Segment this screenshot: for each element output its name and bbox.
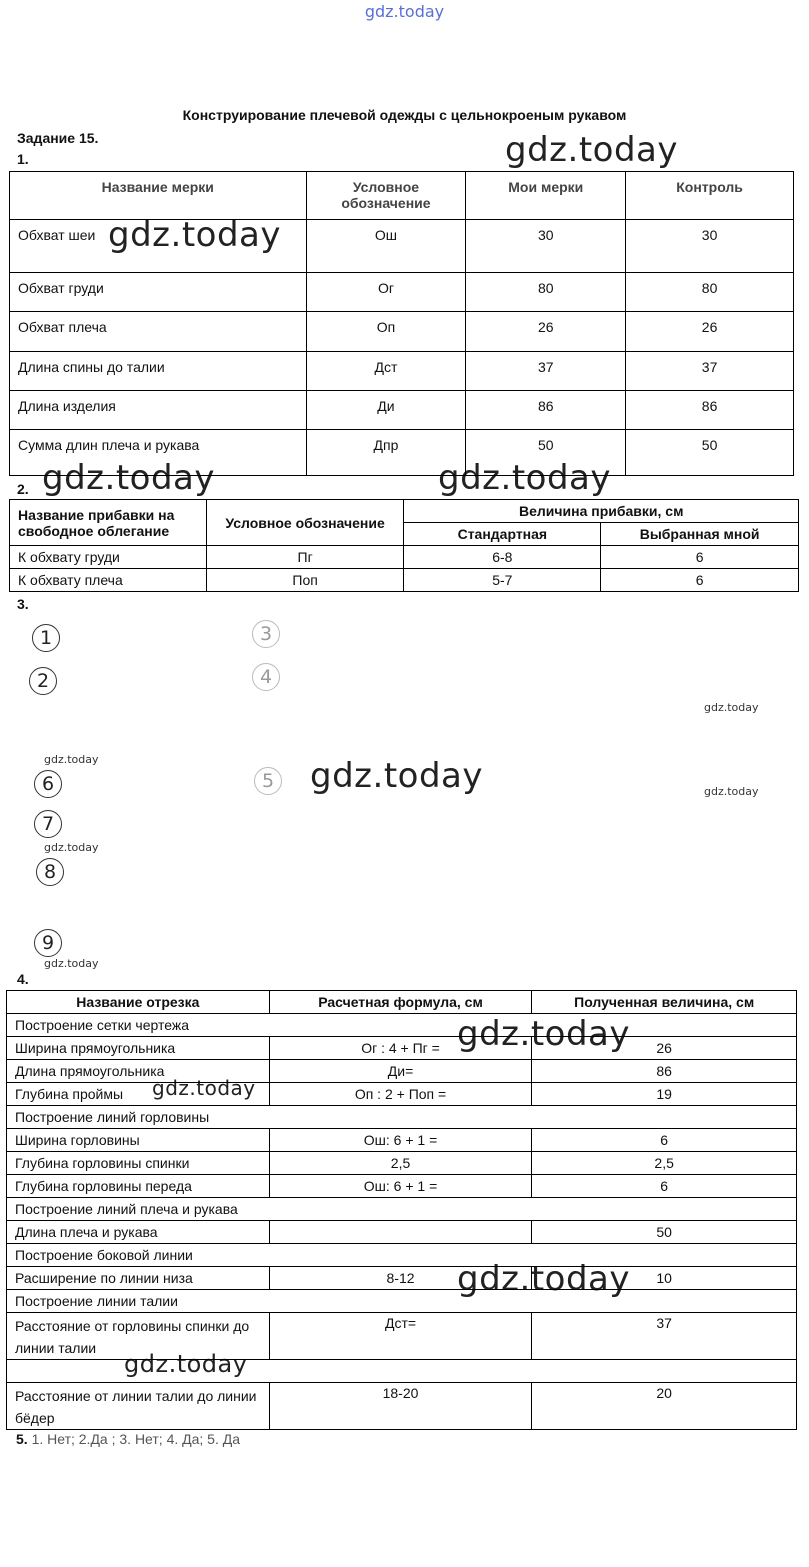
segment-value: 20 xyxy=(532,1383,797,1430)
table-row xyxy=(7,1313,797,1360)
watermark: gdz.today xyxy=(44,841,99,854)
page-title: Конструирование плечевой одежды с цельнокроеным рукавом xyxy=(182,107,627,123)
section-row xyxy=(7,1106,797,1129)
watermark: gdz.today xyxy=(310,756,483,796)
measure-name: Обхват груди xyxy=(10,273,307,312)
my-measure: 86 xyxy=(466,391,626,430)
table-row xyxy=(7,1083,797,1106)
table-row xyxy=(7,1175,797,1198)
measure-name: Обхват шеи xyxy=(10,220,307,273)
segment-formula: Ош: 6 + 1 = xyxy=(269,1175,532,1198)
segment-value: 50 xyxy=(532,1221,797,1244)
table-row xyxy=(10,312,794,352)
section-row xyxy=(7,1290,797,1313)
watermark-top: gdz.today xyxy=(364,2,445,21)
allowance-chosen: 6 xyxy=(601,546,799,569)
table-row xyxy=(10,391,794,430)
column-header: Стандартная xyxy=(404,523,601,546)
number-circle: 9 xyxy=(34,929,62,957)
column-header: Условное обозначение xyxy=(306,172,466,220)
table-header-row xyxy=(10,172,794,220)
table-row xyxy=(7,1221,797,1244)
segment-formula: Оп : 2 + Поп = xyxy=(269,1083,532,1106)
segment-formula: 18-20 xyxy=(269,1383,532,1430)
segment-value: 26 xyxy=(532,1037,797,1060)
segment-value: 37 xyxy=(532,1313,797,1360)
table-row xyxy=(10,273,794,312)
table-row xyxy=(10,220,794,273)
number-circle: 2 xyxy=(29,667,57,695)
table-row xyxy=(10,430,794,476)
segment-value: 86 xyxy=(532,1060,797,1083)
segment-formula: Ог : 4 + Пг = xyxy=(269,1037,532,1060)
control-measure: 80 xyxy=(626,273,794,312)
allowance-chosen: 6 xyxy=(601,569,799,592)
column-header: Название мерки xyxy=(10,172,307,220)
measure-symbol: Ош xyxy=(306,220,466,273)
number-circle: 4 xyxy=(252,663,280,691)
measure-symbol: Дст xyxy=(306,352,466,391)
watermark: gdz.today xyxy=(704,701,759,714)
number-circle: 5 xyxy=(254,767,282,795)
section-row xyxy=(7,1014,797,1037)
allowance-symbol: Поп xyxy=(206,569,404,592)
my-measure: 80 xyxy=(466,273,626,312)
segment-formula: Дст= xyxy=(269,1313,532,1360)
control-measure: 30 xyxy=(626,220,794,273)
section-title: Построение сетки чертежа xyxy=(7,1014,797,1037)
measure-name: Сумма длин плеча и рукава xyxy=(10,430,307,476)
number-circle: 3 xyxy=(252,620,280,648)
number-circle: 7 xyxy=(34,810,62,838)
segment-name: Ширина прямоугольника xyxy=(7,1037,270,1060)
allowances-table xyxy=(9,499,799,592)
measure-symbol: Оп xyxy=(306,312,466,352)
section-title xyxy=(7,1360,797,1383)
my-measure: 30 xyxy=(466,220,626,273)
allowance-name: К обхвату плеча xyxy=(10,569,207,592)
measurements-table xyxy=(9,171,794,476)
segment-value: 10 xyxy=(532,1267,797,1290)
segment-formula: Ди= xyxy=(269,1060,532,1083)
construction-table xyxy=(6,990,797,1430)
measure-symbol: Ог xyxy=(306,273,466,312)
section-1-label: 1. xyxy=(17,151,29,167)
watermark: gdz.today xyxy=(44,957,99,970)
watermark: gdz.today xyxy=(457,1259,630,1299)
section-5-label: 5. xyxy=(16,1431,28,1447)
table-row xyxy=(7,1152,797,1175)
segment-value: 19 xyxy=(532,1083,797,1106)
segment-formula: 2,5 xyxy=(269,1152,532,1175)
table-row xyxy=(10,352,794,391)
control-measure: 37 xyxy=(626,352,794,391)
allowance-symbol: Пг xyxy=(206,546,404,569)
measure-name: Обхват плеча xyxy=(10,312,307,352)
table-row xyxy=(7,1060,797,1083)
segment-name: Длина плеча и рукава xyxy=(7,1221,270,1244)
column-header: Название прибавки на свободное облегание xyxy=(10,500,207,546)
segment-name: Расстояние от линии талии до линии бёдер xyxy=(7,1383,270,1430)
watermark: gdz.today xyxy=(438,458,611,498)
segment-formula: Ош: 6 + 1 = xyxy=(269,1129,532,1152)
segment-name: Длина прямоугольника xyxy=(7,1060,270,1083)
watermark: gdz.today xyxy=(42,458,215,498)
segment-value: 2,5 xyxy=(532,1152,797,1175)
segment-name: Глубина горловины переда xyxy=(7,1175,270,1198)
measure-name: Длина изделия xyxy=(10,391,307,430)
my-measure: 37 xyxy=(466,352,626,391)
section-row xyxy=(7,1198,797,1221)
column-header: Расчетная формула, см xyxy=(269,991,532,1014)
allowance-name: К обхвату груди xyxy=(10,546,207,569)
table-row xyxy=(7,1129,797,1152)
column-header: Контроль xyxy=(626,172,794,220)
section-3-label: 3. xyxy=(17,596,29,612)
table-header-row xyxy=(10,500,799,523)
watermark: gdz.today xyxy=(124,1350,248,1378)
table-row xyxy=(10,546,799,569)
section-title: Построение линии талии xyxy=(7,1290,797,1313)
control-measure: 26 xyxy=(626,312,794,352)
column-header: Название отрезка xyxy=(7,991,270,1014)
segment-name: Глубина горловины спинки xyxy=(7,1152,270,1175)
section-5-answers: 1. Нет; 2.Да ; 3. Нет; 4. Да; 5. Да xyxy=(31,1431,241,1447)
watermark: gdz.today xyxy=(457,1014,630,1054)
segment-formula: 8-12 xyxy=(269,1267,532,1290)
section-title: Построение линий горловины xyxy=(7,1106,797,1129)
column-header: Условное обозначение xyxy=(206,500,404,546)
watermark: gdz.today xyxy=(505,130,678,170)
table-row xyxy=(10,569,799,592)
measure-name: Длина спины до талии xyxy=(10,352,307,391)
answers-line xyxy=(16,1431,240,1447)
segment-name: Расстояние от горловины спинки до линии талии xyxy=(7,1313,270,1360)
column-header: Величина прибавки, см xyxy=(404,500,799,523)
allowance-standard: 6-8 xyxy=(404,546,601,569)
section-4-label: 4. xyxy=(17,971,29,987)
section-row xyxy=(7,1244,797,1267)
watermark: gdz.today xyxy=(44,753,99,766)
my-measure: 50 xyxy=(466,430,626,476)
number-circle: 6 xyxy=(34,770,62,798)
table-row xyxy=(7,1267,797,1290)
number-circle: 8 xyxy=(36,858,64,886)
segment-name: Глубина проймы xyxy=(7,1083,270,1106)
my-measure: 26 xyxy=(466,312,626,352)
section-title: Построение линий плеча и рукава xyxy=(7,1198,797,1221)
column-header: Полученная величина, см xyxy=(532,991,797,1014)
control-measure: 86 xyxy=(626,391,794,430)
segment-formula xyxy=(269,1221,532,1244)
table-header-row xyxy=(7,991,797,1014)
measure-symbol: Дпр xyxy=(306,430,466,476)
column-header: Мои мерки xyxy=(466,172,626,220)
section-2-label: 2. xyxy=(17,481,29,497)
segment-name: Ширина горловины xyxy=(7,1129,270,1152)
segment-name: Расширение по линии низа xyxy=(7,1267,270,1290)
allowance-standard: 5-7 xyxy=(404,569,601,592)
column-header: Выбранная мной xyxy=(601,523,799,546)
watermark: gdz.today xyxy=(152,1076,256,1100)
measure-symbol: Ди xyxy=(306,391,466,430)
task-label: Задание 15. xyxy=(17,130,99,146)
table-row xyxy=(7,1037,797,1060)
number-circle: 1 xyxy=(32,624,60,652)
section-title: Построение боковой линии xyxy=(7,1244,797,1267)
table-row xyxy=(7,1383,797,1430)
watermark: gdz.today xyxy=(108,215,281,255)
segment-value: 6 xyxy=(532,1175,797,1198)
segment-value: 6 xyxy=(532,1129,797,1152)
watermark: gdz.today xyxy=(704,785,759,798)
section-row xyxy=(7,1360,797,1383)
control-measure: 50 xyxy=(626,430,794,476)
